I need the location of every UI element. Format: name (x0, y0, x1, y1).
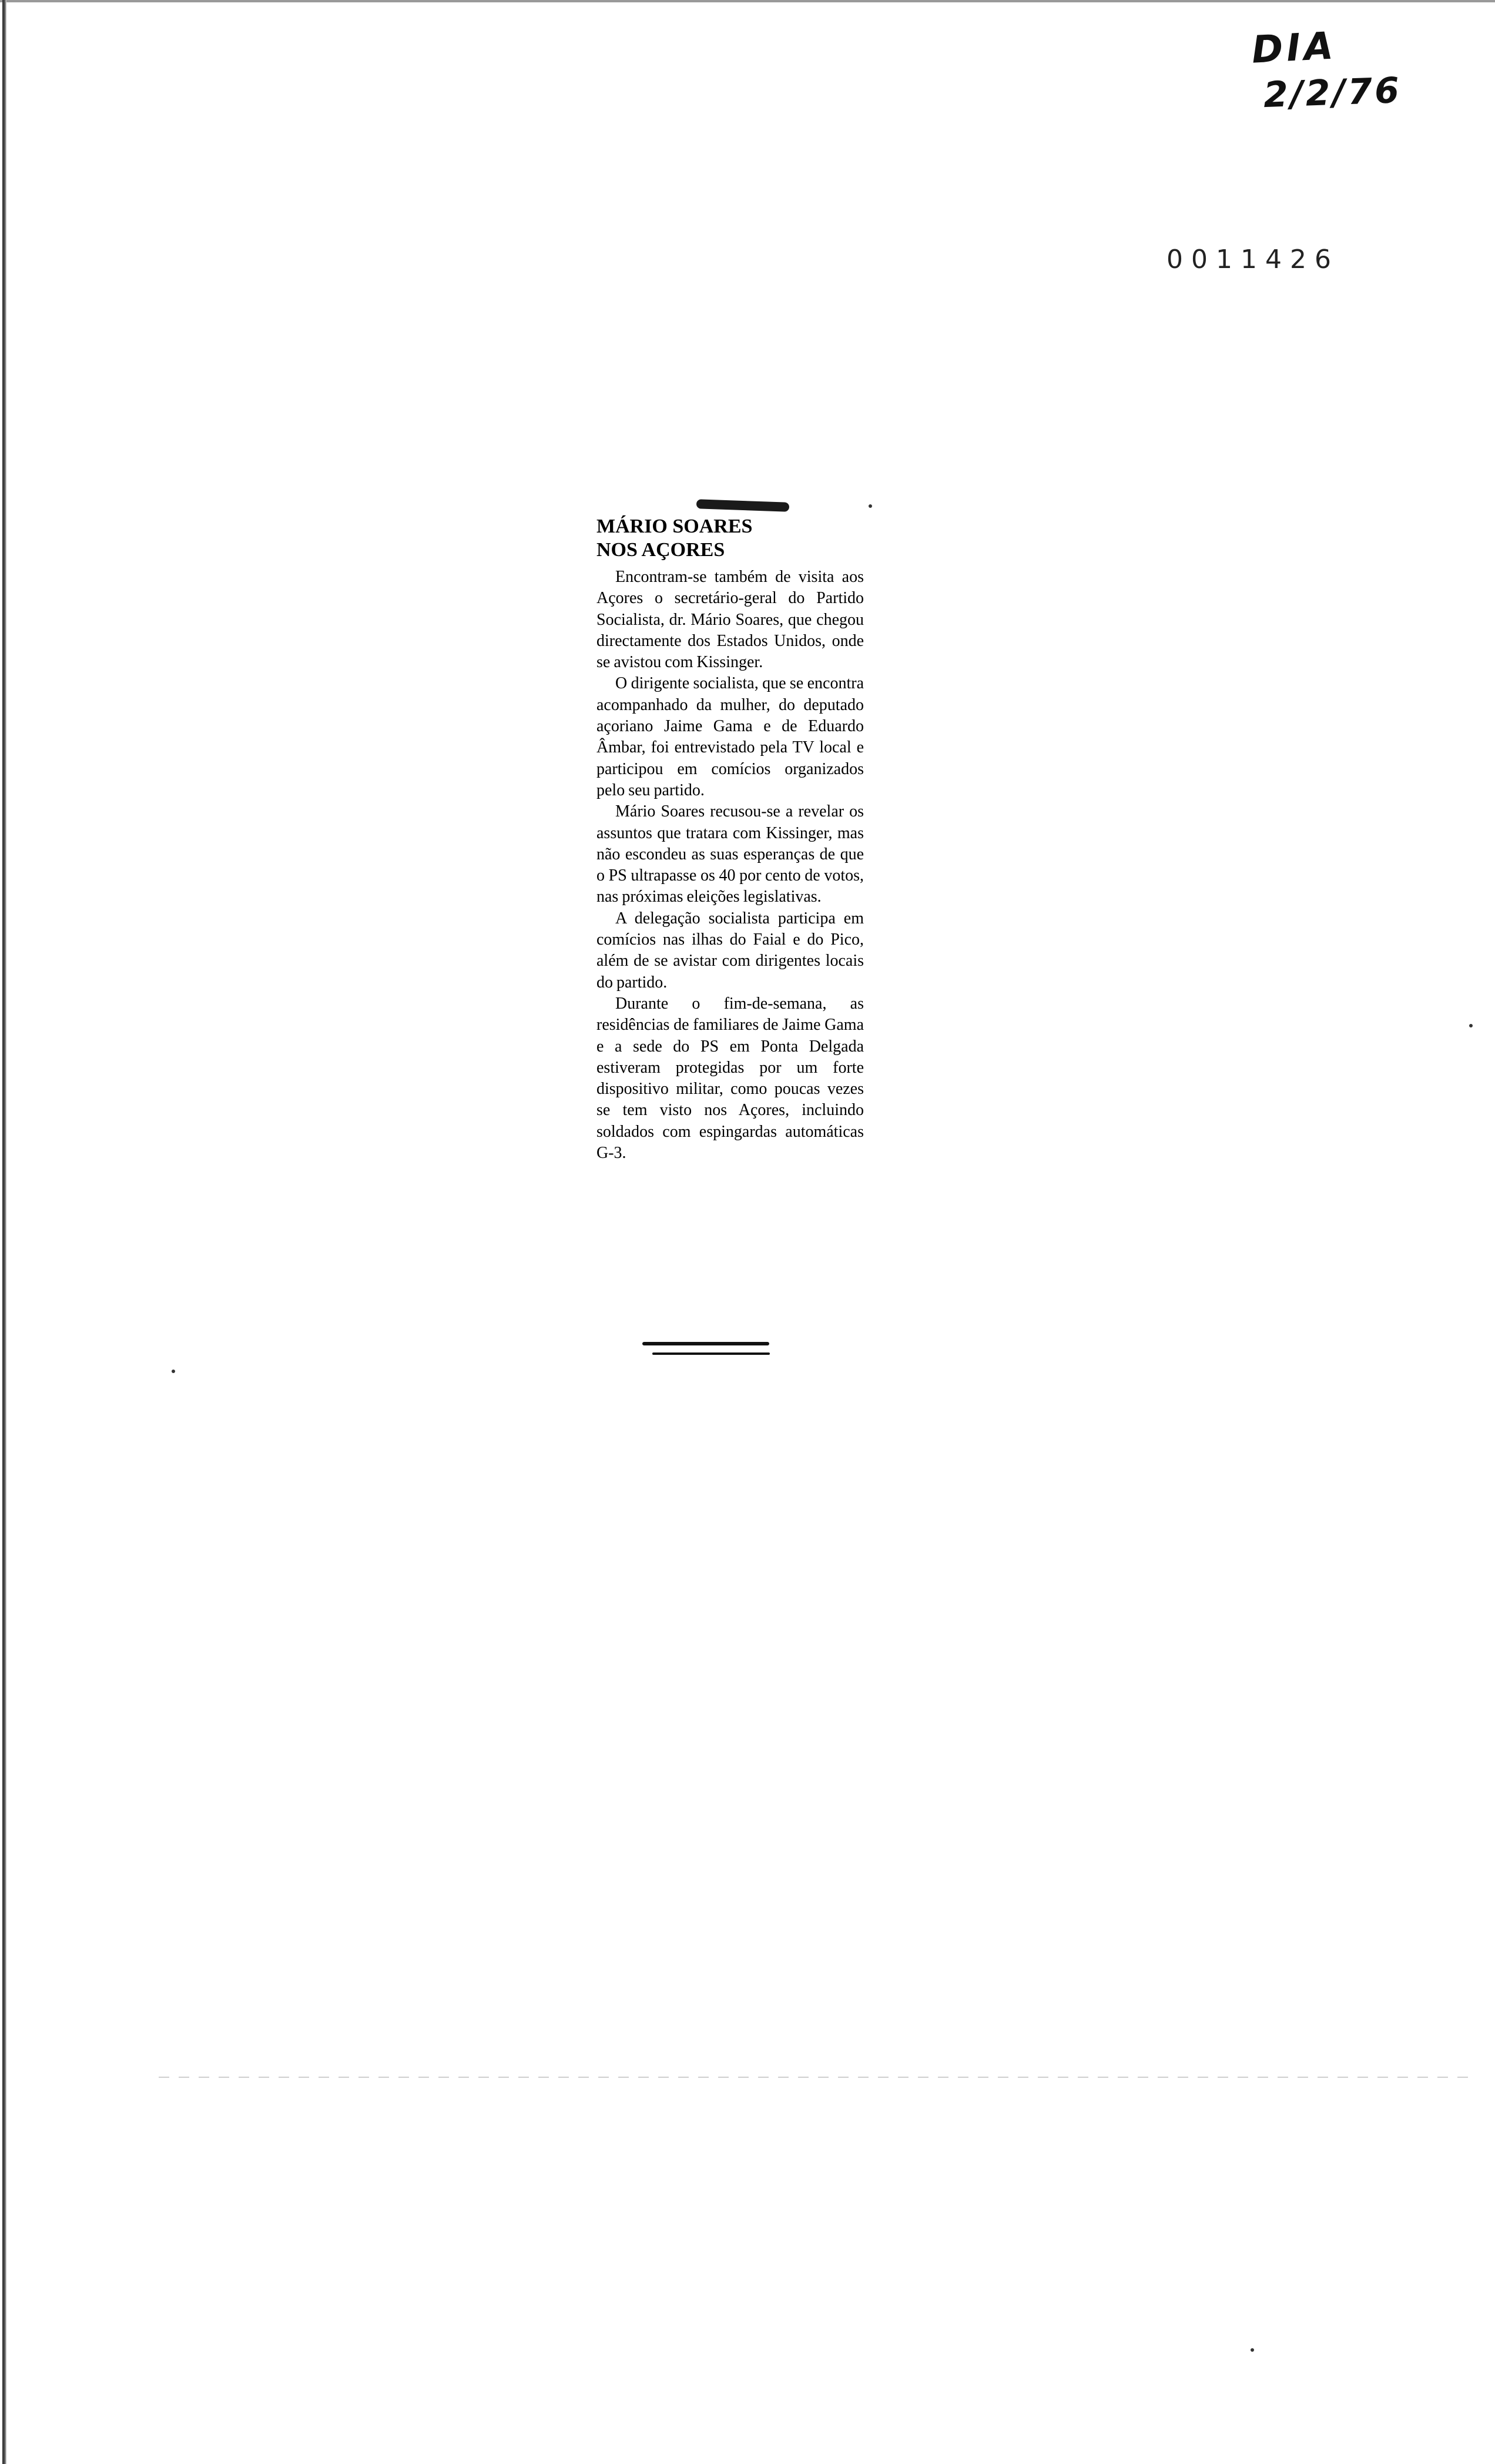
article-paragraph-4: A delegação socialista participa em comícios nas ilhas do Faial e do Pico, além de se avistar com dirigentes locais do partido. (596, 909, 864, 992)
article-paragraph-1: Encontram-se também de visita aos Açores o secretário-geral do Partido Socialista, dr. Mário Soares, que chegou directamente dos Estados Unidos, onde se avistou com Kissinger. (596, 568, 864, 672)
article-paragraph-2: O dirigente socialista, que se encontra acompanhado da mulher, do deputado açoriano Jaime Gama e de Eduardo Âmbar, foi entrevistado pela TV local e participou em comícios organizados pelo seu partido. (596, 674, 864, 799)
handwritten-source: DIA (1251, 24, 1338, 72)
scan-fold-line (159, 2077, 1469, 2078)
headline-line-1: MÁRIO SOARES (596, 515, 753, 537)
speck-dot (869, 504, 872, 508)
article-paragraph-3: Mário Soares recusou-se a revelar os assuntos que tratara com Kissinger, mas não escondeu as suas esperanças de que o PS ultrapasse os 40 por cento de votos, nas próximas eleições legislativas. (596, 802, 864, 906)
handwritten-date: 2/2/76 (1262, 69, 1402, 116)
article-headline (596, 515, 864, 562)
pen-underline-mark (642, 1342, 769, 1345)
headline-line-2: NOS AÇORES (596, 539, 725, 561)
article-paragraph-5: Durante o fim-de-semana, as residências de familiares de Jaime Gama e a sede do PS em Ponta Delgada estiveram protegidas por um forte dispositivo militar, como poucas vezes se tem visto nos Açores, incluindo soldados com espingardas automáticas G-3. (596, 994, 864, 1163)
pen-underline-mark-lower (652, 1352, 770, 1355)
speck-dot (1469, 1024, 1473, 1027)
scan-top-edge (0, 0, 1495, 2)
news-article (596, 515, 864, 1164)
speck-dot (1251, 2348, 1254, 2352)
speck-dot (172, 1370, 175, 1373)
handwritten-archive-number: 0011426 (1166, 245, 1339, 274)
ink-smudge-mark (696, 499, 789, 512)
scan-left-edge (2, 0, 6, 2464)
